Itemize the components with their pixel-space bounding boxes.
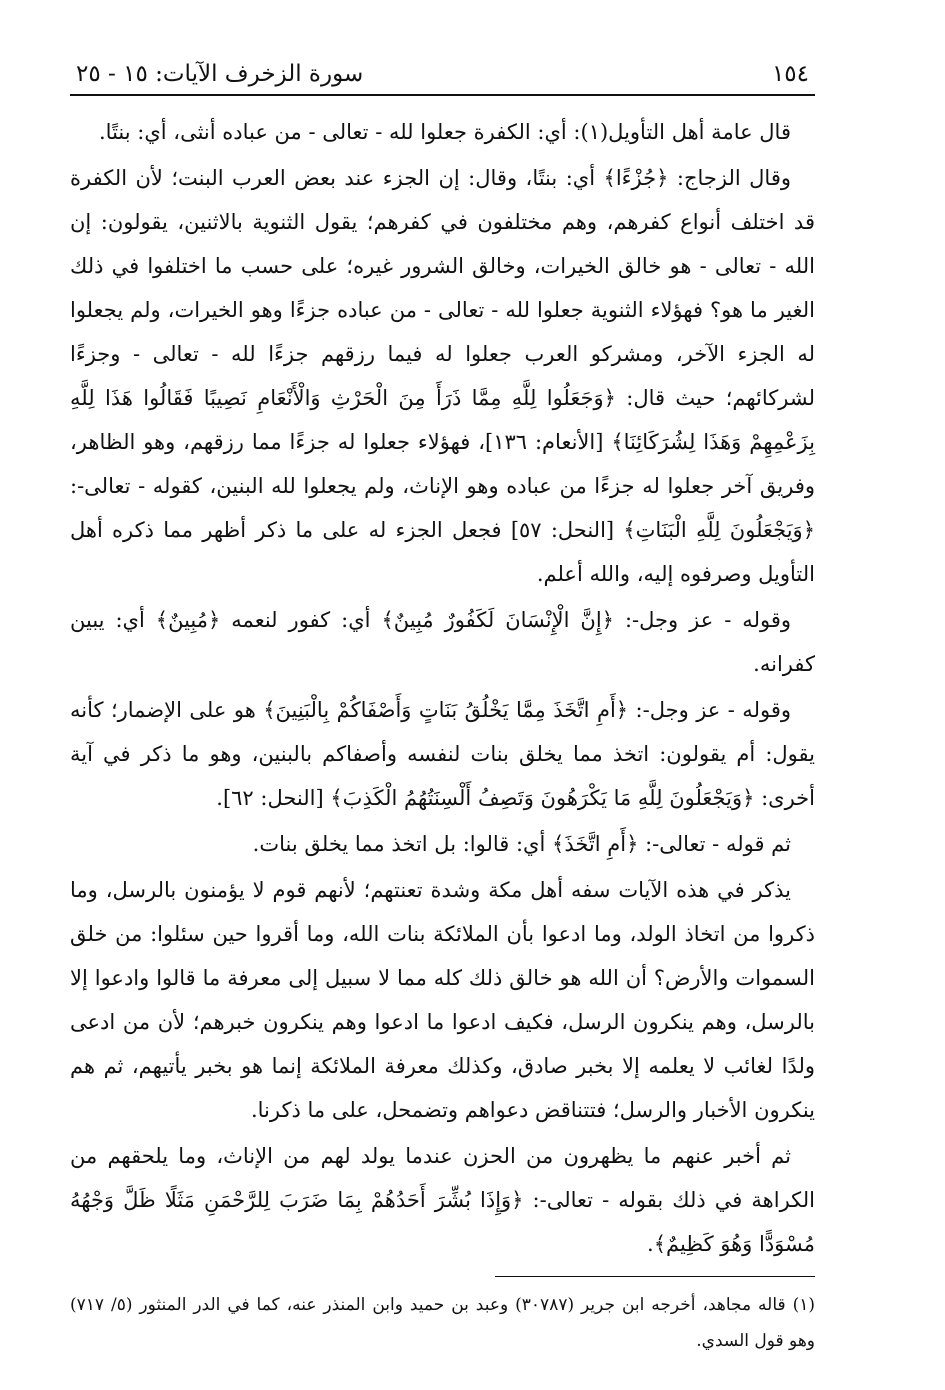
paragraph: ثم أخبر عنهم ما يظهرون من الحزن عندما يولد لهم من الإناث، وما يلحقهم من الكراهة في ذلك بقوله - تعالى-: ﴿وَإِذَا بُشِّرَ أَحَدُهُمْ بِمَا ضَرَبَ لِلرَّحْمَنِ مَثَلًا ظَلَّ وَجْهُهُ مُسْوَدًّا وَهُوَ كَظِيمٌ﴾. (70, 1144, 815, 1256)
footnote-divider (495, 1276, 815, 1277)
header-divider (70, 94, 815, 96)
paragraph: يذكر في هذه الآيات سفه أهل مكة وشدة تعنتهم؛ لأنهم قوم لا يؤمنون بالرسل، وما ذكروا من اتخاذ الولد، وما ادعوا بأن الملائكة بنات الله، وما أقروا حين سئلوا: من خلق السموات والأرض؟ أن الله هو خالق ذلك كله مما لا سبيل إلى معرفة ما قالوا وادعوا إلا بالرسل، وهم ينكرون الرسل، فكيف ادعوا ما ادعوا وهم ينكرون خبرهم؛ لأن من ادعى ولدًا لغائب لا يعلمه إلا بخبر صادق، وكذلك معرفة الملائكة إنما هو بخبر يأتيهم، ثم هم ينكرون الأخبار والرسل؛ فتتناقض دعواهم وتضمحل، على ما ذكرنا. (70, 878, 815, 1122)
paragraph: وقال الزجاج: ﴿جُزْءًا﴾ أي: بنتًا، وقال: إن الجزء عند بعض العرب البنت؛ لأن الكفرة قد اختلف أنواع كفرهم، وهم مختلفون في كفرهم؛ يقول الثنوية بالاثنين، يقولون: إن الله - تعالى - هو خالق الخيرات، وخالق الشرور غيره؛ على حسب ما اختلفوا في ذلك الغير ما هو؟ فهؤلاء الثنوية جعلوا لله - تعالى - من عباده جزءًا وهو الخيرات، ولم يجعلوا له الجزء الآخر، ومشركو العرب جعلوا له فيما رزقهم جزءًا لله - تعالى - وجزءًا لشركائهم؛ حيث قال: ﴿وَجَعَلُوا لِلَّهِ مِمَّا ذَرَأَ مِنَ الْحَرْثِ وَالْأَنْعَامِ نَصِيبًا فَقَالُوا هَذَا لِلَّهِ بِزَعْمِهِمْ وَهَذَا لِشُرَكَائِنَا﴾ [الأنعام: ١٣٦]، فهؤلاء جعلوا له جزءًا مما رزقهم، وهو الظاهر، وفريق آخر جعلوا له جزءًا من عباده وهو الإناث، ولم يجعلوا لله البنين، كقوله - تعالى-: ﴿وَيَجْعَلُونَ لِلَّهِ الْبَنَاتِ﴾ [النحل: ٥٧] فجعل الجزء له على ما ذكر أظهر مما ذكره أهل التأويل وصرفوه إليه، والله أعلم. (70, 166, 816, 586)
page-header (70, 58, 815, 94)
footnote: (١) قاله مجاهد، أخرجه ابن جرير (٣٠٧٨٧) وعبد بن حميد وابن المنذر عنه، كما في الدر المنثور (٥/ ٧١٧) وهو قول السدي. (70, 1295, 815, 1351)
book-page (70, 58, 815, 1359)
running-title: سورة الزخرف الآيات: ١٥ - ٢٥ (76, 61, 364, 87)
paragraph: ثم قوله - تعالى-: ﴿أَمِ اتَّخَذَ﴾ أي: قالوا: بل اتخذ مما يخلق بنات. (252, 832, 791, 856)
main-text (70, 110, 815, 1266)
paragraph: قال عامة أهل التأويل(١): أي: الكفرة جعلوا لله - تعالى - من عباده أنثى، أي: بنتًا. (99, 120, 791, 144)
paragraph: وقوله - عز وجل-: ﴿إِنَّ الْإِنْسَانَ لَكَفُورٌ مُبِينٌ﴾ أي: كفور لنعمه ﴿مُبِينٌ﴾ أي: يبين كفرانه. (70, 608, 815, 676)
paragraph: وقوله - عز وجل-: ﴿أَمِ اتَّخَذَ مِمَّا يَخْلُقُ بَنَاتٍ وَأَصْفَاكُمْ بِالْبَنِينَ﴾ هو على الإضمار؛ كأنه يقول: أم يقولون: اتخذ مما يخلق بنات لنفسه وأصفاكم بالبنين، وهو ما ذكر في آية أخرى: ﴿وَيَجْعَلُونَ لِلَّهِ مَا يَكْرَهُونَ وَتَصِفُ أَلْسِنَتُهُمُ الْكَذِبَ﴾ [النحل: ٦٢]. (70, 698, 815, 810)
page-number: ١٥٤ (771, 61, 809, 87)
